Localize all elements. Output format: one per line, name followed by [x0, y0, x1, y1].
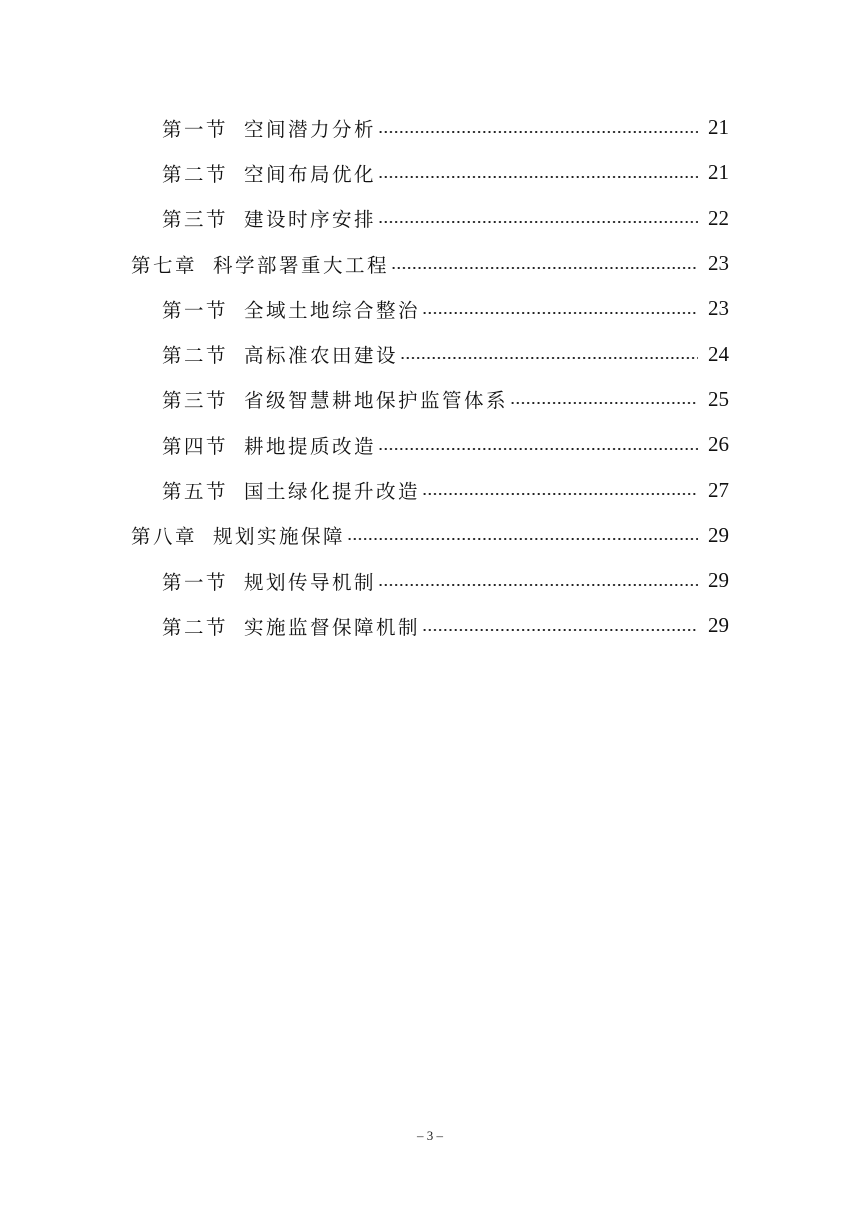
toc-entry[interactable]: [0, 377, 860, 422]
dot-leader: [378, 211, 698, 233]
toc-entry-title: 规划实施保障: [213, 525, 346, 549]
toc-entry-page: 23: [708, 296, 729, 321]
toc-entry-number: 第八章: [131, 525, 198, 549]
toc-entry-label: [162, 204, 378, 232]
toc-entry-number: 第七章: [131, 253, 198, 277]
dot-leader: [347, 528, 698, 550]
toc-entry-label: [131, 250, 391, 278]
toc-chapter-entry[interactable]: [0, 241, 860, 286]
toc-entry-label: [162, 431, 378, 459]
toc-entry-page: 29: [708, 613, 729, 638]
toc-entry-number: 第二节: [162, 615, 229, 639]
toc-entry-number: 第一节: [162, 570, 229, 594]
toc-entry-title: 规划传导机制: [244, 570, 377, 594]
toc-entry-label: [162, 159, 378, 187]
toc-entry-title: 实施监督保障机制: [244, 615, 421, 639]
toc-entry[interactable]: [0, 603, 860, 648]
toc-entry-number: 第二节: [162, 162, 229, 186]
toc-entry[interactable]: [0, 558, 860, 603]
toc-entry-number: 第一节: [162, 298, 229, 322]
toc-entry-page: 26: [708, 432, 729, 457]
dot-leader: [510, 392, 698, 414]
toc-entry-label: [162, 476, 422, 504]
toc-entry[interactable]: [0, 422, 860, 467]
dot-leader: [378, 438, 698, 460]
toc-chapter-entry[interactable]: [0, 513, 860, 558]
toc-entry-label: [131, 521, 347, 549]
toc-entry-page: 21: [708, 115, 729, 140]
toc-entry[interactable]: [0, 467, 860, 512]
toc-entry-label: [162, 340, 400, 368]
toc-entry-page: 24: [708, 341, 729, 366]
toc-entry-title: 耕地提质改造: [244, 434, 377, 458]
toc-entry-label: [162, 295, 422, 323]
toc-entry-label: [162, 612, 422, 640]
toc-entry-page: 27: [708, 477, 729, 502]
toc-entry[interactable]: [0, 105, 860, 150]
dot-leader: [378, 166, 698, 188]
toc-entry[interactable]: [0, 286, 860, 331]
toc-entry-page: 21: [708, 160, 729, 185]
dot-leader: [378, 121, 698, 143]
toc-entry-label: [162, 567, 378, 595]
dot-leader: [422, 302, 698, 324]
toc-entry-label: [162, 114, 378, 142]
toc-entry[interactable]: [0, 150, 860, 195]
toc-entry-title: 全域土地综合整治: [244, 298, 421, 322]
toc-entry[interactable]: [0, 331, 860, 376]
dot-leader: [422, 483, 698, 505]
toc-entry-title: 建设时序安排: [244, 208, 377, 232]
toc-entry-title: 空间潜力分析: [244, 117, 377, 141]
toc-entry-page: 25: [708, 386, 729, 411]
toc-entry[interactable]: [0, 196, 860, 241]
toc-entry-title: 省级智慧耕地保护监管体系: [244, 389, 509, 413]
toc-entry-page: 29: [708, 568, 729, 593]
toc-entry-title: 国土绿化提升改造: [244, 480, 421, 504]
dot-leader: [391, 257, 698, 279]
toc-entry-number: 第二节: [162, 344, 229, 368]
dot-leader: [378, 574, 698, 596]
toc-entry-label: [162, 385, 510, 413]
toc-entry-number: 第五节: [162, 480, 229, 504]
toc-entry-number: 第四节: [162, 434, 229, 458]
toc-entry-page: 29: [708, 522, 729, 547]
table-of-contents: [0, 105, 860, 649]
toc-entry-page: 22: [708, 205, 729, 230]
toc-entry-number: 第三节: [162, 389, 229, 413]
toc-entry-page: 23: [708, 251, 729, 276]
toc-entry-number: 第三节: [162, 208, 229, 232]
dot-leader: [400, 347, 698, 369]
toc-entry-title: 高标准农田建设: [244, 344, 399, 368]
page-number: – 3 –: [417, 1128, 443, 1143]
dot-leader: [422, 619, 698, 641]
toc-entry-number: 第一节: [162, 117, 229, 141]
toc-entry-title: 科学部署重大工程: [213, 253, 390, 277]
toc-entry-title: 空间布局优化: [244, 162, 377, 186]
